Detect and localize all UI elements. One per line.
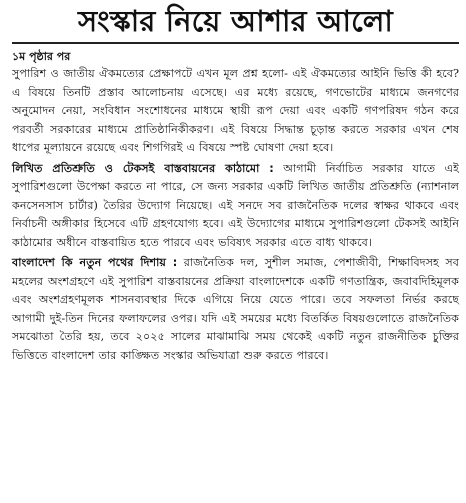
section-paragraph-written-commitment [12,160,459,253]
section-body-new-path: রাজনৈতিক দল, সুশীল সমাজ, পেশাজীবী, শিক্ষাবিদসহ সব মহলের অংশগ্রহণে এই সুপারিশ বাস্তবায়নের প্রক্রিয়া বাংলাদেশকে একটি গণতান্ত্রিক, জবাবদিহিমূলক এবং অংশগ্রহণমূলক শাসনব্যবস্থার দিকে এগিয়ে নিয়ে যেতে পারে। তবে সফলতা নির্ভর করছে আগামী দুই-তিন দিনের ফলাফলের ওপর। যদি এই সময়ের মধ্যে বিতর্কিত বিষয়গুলোতে রাজনৈতিক সমঝোতা তৈরি হয়, তবে ২০২৫ সালের মাঝামাঝি সময় থেকেই একটি নতুন রাজনীতিক চুক্তির ভিত্তিতে বাংলাদেশ তার কাঙ্ক্ষিত সংস্কার অভিযাত্রা শুরু করতে পারবে। [12,256,459,362]
section-paragraph-new-path [12,254,459,365]
section-body-written-commitment: আগামী নির্বাচিত সরকার যাতে এই সুপারিশগুলো উপেক্ষা করতে না পারে, সে জন্য সরকার একটি লিখিত জাতীয় প্রতিশ্রুতি (ন্যাশনাল কনসেনসাস চার্টার) তৈরির উদ্যোগ নিয়েছে। এই সনদে সব রাজনৈতিক দলের স্বাক্ষর থাকবে এবং নির্বাচনী অঙ্গীকার হিসেবে এটি গ্রহণযোগ্য হবে। এই উদ্যোগের মাধ্যমে সুপারিশগুলো টেকসই আইনি কাঠামোর অধীনে বাস্তবায়িত হতে পারবে এবং ভবিষ্যৎ সরকার এতে বাধ্য থাকবে। [12,161,459,249]
continued-from-label: ১ম পৃষ্ঠার পর [12,50,71,63]
headline: সংস্কার নিয়ে আশার আলো [78,4,393,38]
section-heading-new-path: বাংলাদেশ কি নতুন পথের দিশায় : [12,256,178,269]
headline-divider [12,42,459,44]
section-heading-written-commitment: লিখিত প্রতিশ্রুতি ও টেকসই বাস্তবায়নের কাঠামো : [12,161,274,175]
intro-paragraph: সুপারিশ ও জাতীয় ঐকমত্যের প্রেক্ষাপটে এখন মূল প্রশ্ন হলো- এই ঐকমত্যের আইনি ভিত্তি কী হবে? এ বিষয়ে তিনটি প্রস্তাব আলোচনায় এসেছে। এর মধ্যে রয়েছে, গণভোটের মাধ্যমে জনগণের অনুমোদন নেয়া, সংবিধান সংশোধনের মাধ্যমে স্থায়ী রূপ দেয়া এবং একটি গণপরিষদ গঠন করে পরবর্তী সরকারের মাধ্যমে প্রাতিষ্ঠানিকীকরণ। এই বিষয়ে সিদ্ধান্ত চূড়ান্ত করতে সরকার এখন শেষ ধাপের মূল্যায়নে রয়েছে এবং শিগগিরই এ বিষয়ে স্পষ্ট ঘোষণা দেয়া হবে। [12,67,459,154]
